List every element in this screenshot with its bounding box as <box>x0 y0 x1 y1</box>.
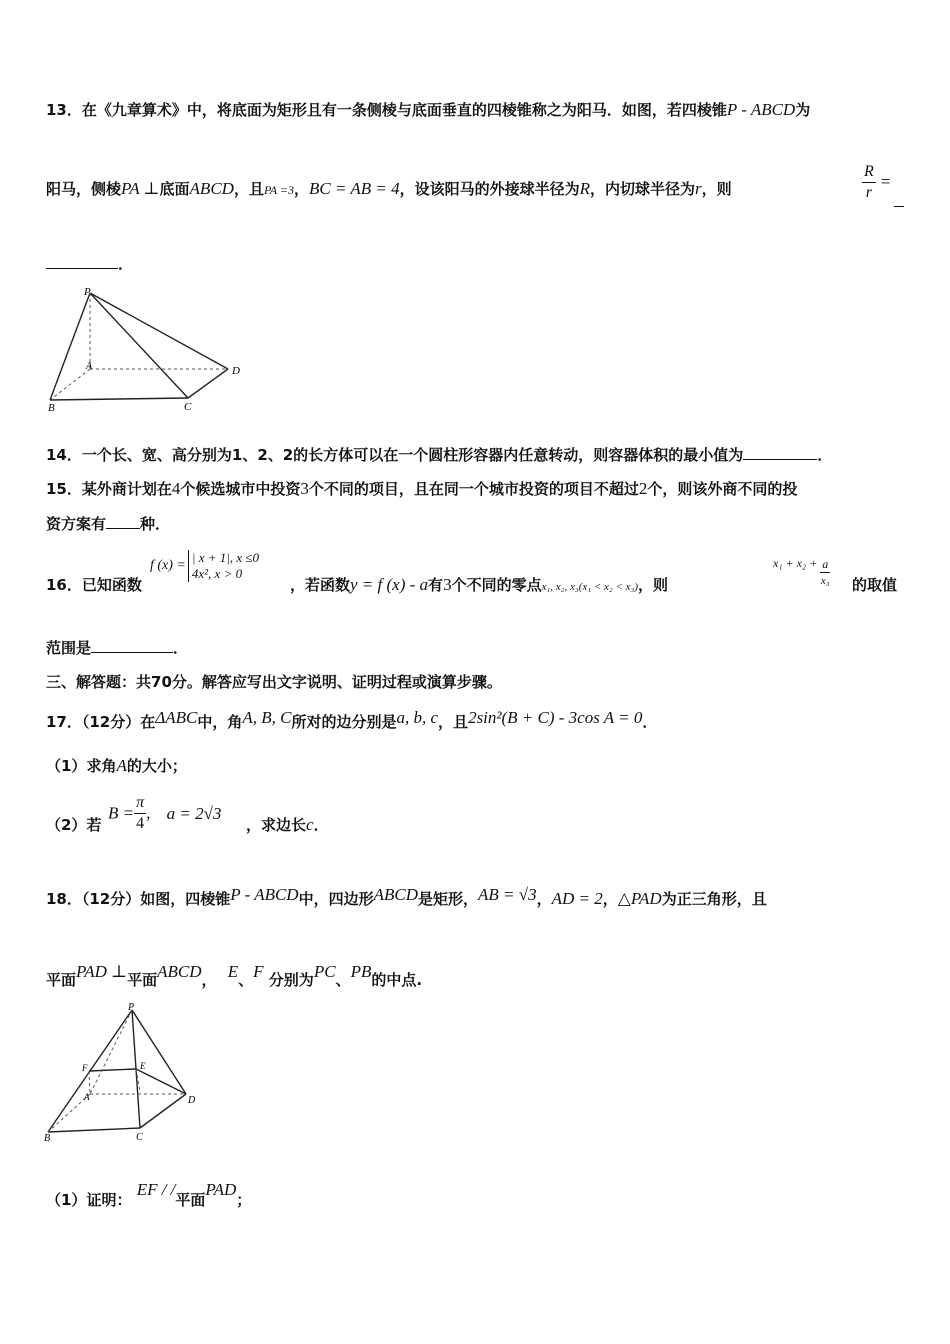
q17-p1-a: A <box>116 756 127 775</box>
q18-points: （12分） <box>81 890 141 908</box>
q13-text8: ，则 <box>701 180 732 198</box>
q17-p2-b: B = <box>108 803 135 823</box>
q13-answer-blank[interactable] <box>46 254 118 269</box>
q13-frac-den: r <box>865 184 872 201</box>
q18-tri: △PAD <box>617 889 662 908</box>
q18-pyramid: P - ABCD <box>230 885 299 904</box>
q13-text4: 底面 <box>159 180 190 198</box>
q18-text3: 是矩形， <box>418 890 479 908</box>
q17-eqn: 2sin²(B + C) - 3cos A = 0 <box>468 708 643 727</box>
q17-p1-text2: 的大小； <box>126 757 187 775</box>
q17-text1: 在 <box>140 713 156 731</box>
q13-r: r <box>695 179 702 198</box>
q13-text3: 阳马，侧棱 <box>46 180 122 198</box>
q18-quad: ABCD <box>373 885 418 904</box>
q13-answer-blank-a[interactable] <box>894 192 904 207</box>
fig18-label-c: C <box>136 1132 143 1143</box>
q13-pa: PA =3 <box>263 183 294 197</box>
q16-piecewise <box>188 550 259 582</box>
q17-text3: 所对的边分别是 <box>291 713 397 731</box>
q17-p2-text1: 若 <box>86 816 102 834</box>
q18-p1-label: （1） <box>46 1191 87 1209</box>
q13-line1 <box>46 99 810 121</box>
q14-answer-blank[interactable] <box>743 445 817 460</box>
q17-p2-c: c <box>306 815 314 834</box>
q18-p1-end: ； <box>236 1191 252 1209</box>
q15-line1 <box>46 478 797 500</box>
q17-p2-num: π <box>134 793 146 814</box>
q17-sides: a, b, c <box>396 708 439 727</box>
q17-p2-den: 4 <box>136 815 145 832</box>
fig13-label-b: B <box>48 402 55 414</box>
q16-function <box>150 550 259 582</box>
fig18-label-e: E <box>140 1061 146 1071</box>
q17-line1 <box>46 707 657 733</box>
q18-text6: 平面 <box>127 971 158 989</box>
q16-expr <box>773 556 830 589</box>
q18-figure <box>44 1000 204 1145</box>
q13-bc: BC = AB = 4 <box>308 179 400 198</box>
q17-p2-math <box>108 793 221 834</box>
q13-line3 <box>46 253 133 275</box>
q17-text2: 中，角 <box>197 713 243 731</box>
q16-answer-blank[interactable] <box>91 638 173 653</box>
q15-text2: 个候选城市中投资 <box>180 480 301 498</box>
q14 <box>46 444 832 466</box>
q16-expr-left: x₁ + x₂ + <box>773 556 818 570</box>
q18-number: 18． <box>46 890 82 908</box>
q13-line2 <box>46 178 732 201</box>
section3-heading <box>46 671 502 693</box>
q15-text5: 资方案有 <box>46 515 107 533</box>
q15-n2: 2 <box>638 479 648 498</box>
q15-n4: 4 <box>171 479 181 498</box>
q16-line1c <box>852 574 897 596</box>
q18-e: E <box>227 962 239 981</box>
q17-points: （12分） <box>81 713 141 731</box>
q15-number: 15． <box>46 480 82 498</box>
q17-number: 17． <box>46 713 82 731</box>
q18-f: F <box>253 962 264 981</box>
q17-part2 <box>46 814 101 836</box>
q16-number: 16． <box>46 576 82 594</box>
q16-text6: 的取值 <box>852 576 898 594</box>
q18-line2 <box>46 961 422 991</box>
fig13-label-p: P <box>84 286 91 298</box>
fig18-label-p: P <box>128 1002 135 1013</box>
q17-p2-end: ． <box>313 816 329 834</box>
q13-figure <box>46 285 251 415</box>
q18-sep2: ， <box>602 890 618 908</box>
q16-text1: 已知函数 <box>81 576 142 594</box>
fig18-label-d: D <box>188 1095 196 1106</box>
q18-p1-text2: 平面 <box>175 1191 206 1209</box>
q13-R: R <box>579 179 591 198</box>
q16-line2 <box>46 637 188 659</box>
q16-text4: 个不同的零点 <box>451 576 542 594</box>
q17-p1-label: （1） <box>46 757 87 775</box>
fig18-label-f: F <box>82 1063 88 1073</box>
q17-angles: A, B, C <box>242 708 292 727</box>
q18-p1-ef: EF / / <box>136 1180 176 1199</box>
q16-expr-den: x₃ <box>820 575 830 587</box>
q16-zeros: x₁, x₂, x₃(x₁ < x₂ < x₃) <box>541 581 638 593</box>
q13-end: ． <box>118 255 134 273</box>
q17-part1 <box>46 755 187 777</box>
q13-number: 13． <box>46 101 82 119</box>
q17-p2-a: a = 2√3 <box>166 803 222 823</box>
q16-case1: | x + 1|, x ≤0 <box>191 550 259 565</box>
fig13-label-d: D <box>232 365 240 377</box>
q16-text7: 范围是 <box>46 639 92 657</box>
q15-text4: 个，则该外商不同的投 <box>647 480 798 498</box>
q13-frac-num: R <box>862 162 876 183</box>
q15-text1: 某外商计划在 <box>81 480 172 498</box>
fig18-label-a: A <box>84 1092 90 1102</box>
q13-text7: ，内切球半径为 <box>590 180 696 198</box>
q13-sep: ， <box>293 180 309 198</box>
q13-text5: ，且 <box>233 180 264 198</box>
q13-text: 在《九章算术》中，将底面为矩形且有一条侧棱与底面垂直的四棱锥称之为阳马．如图，若四棱锥 <box>81 101 727 119</box>
q13-edge: PA ⊥ <box>121 179 160 198</box>
q18-pb: PB <box>350 962 372 981</box>
q13-eq: = <box>880 172 891 191</box>
q18-plane2: ABCD <box>157 962 202 981</box>
q15-n3: 3 <box>300 479 309 498</box>
q17-tri: ΔABC <box>155 708 198 727</box>
q18-text8: 的中点. <box>371 971 423 989</box>
q13-pyramid: P - ABCD <box>726 100 796 119</box>
q15-text3: 个不同的项目，且在同一个城市投资的项目不超过 <box>308 480 639 498</box>
q18-p1-text1: 证明： <box>86 1191 132 1209</box>
q17-p2-label: （2） <box>46 816 87 834</box>
q18-line1 <box>46 884 767 910</box>
q18-pc: PC <box>313 962 336 981</box>
q17-part2b <box>246 814 329 836</box>
q18-sep1: ， <box>536 890 552 908</box>
q16-end: ． <box>173 639 189 657</box>
fig18-label-b: B <box>44 1133 51 1144</box>
q18-sep3: ， <box>201 971 217 989</box>
q16-n3: 3 <box>443 575 452 594</box>
section3-text: 三、解答题：共70分。解答应写出文字说明、证明过程或演算步骤。 <box>46 673 502 691</box>
q17-p1-text1: 求角 <box>86 757 117 775</box>
q16-gx: y = f (x) - a <box>350 575 429 594</box>
q16-line1b <box>290 574 668 598</box>
q18-p1-plane: PAD <box>205 1180 237 1199</box>
q15-answer-blank[interactable] <box>106 514 140 529</box>
q15-text6: 种． <box>140 515 171 533</box>
q18-dun2: 、 <box>335 971 351 989</box>
q18-text5: 平面 <box>46 971 77 989</box>
q18-plane1: PAD ⊥ <box>76 962 128 981</box>
q18-ad: AD = 2 <box>551 889 603 908</box>
q14-number: 14． <box>46 446 82 464</box>
fig13-label-c: C <box>184 401 192 413</box>
q16-fx: f (x) = <box>150 558 186 573</box>
q16-text3: 有 <box>428 576 444 594</box>
q14-text: 一个长、宽、高分别为1、2、2的长方体可以在一个圆柱形容器内任意转动，则容器体积的最小值为 <box>81 446 744 464</box>
q17-end: ． <box>642 713 658 731</box>
q15-line2 <box>46 513 170 535</box>
q18-text4: 为正三角形，且 <box>661 890 767 908</box>
q16-case2: 4x², x > 0 <box>191 566 243 581</box>
q18-text7: 分别为 <box>268 971 314 989</box>
q18-text2: 中，四边形 <box>298 890 374 908</box>
q18-ab: AB = √3 <box>478 885 537 904</box>
q18-part1 <box>46 1179 251 1211</box>
q18-dun: 、 <box>238 971 254 989</box>
q13-base: ABCD <box>189 179 234 198</box>
q13-text2: 为 <box>795 101 811 119</box>
q13-fraction <box>862 162 890 203</box>
q18-text1: 如图，四棱锥 <box>140 890 231 908</box>
q16-text5: ，则 <box>638 576 669 594</box>
fig13-label-a: A <box>86 361 93 372</box>
q17-p2-text2: ，求边长 <box>246 816 307 834</box>
q16-line1 <box>46 574 142 596</box>
q14-end: ． <box>817 446 833 464</box>
q17-text4: ，且 <box>438 713 469 731</box>
q13-text6: ，设该阳马的外接球半径为 <box>399 180 580 198</box>
q16-expr-num: a <box>822 557 829 571</box>
q17-p2-sep: , <box>146 803 151 823</box>
q16-text2: ，若函数 <box>290 576 351 594</box>
